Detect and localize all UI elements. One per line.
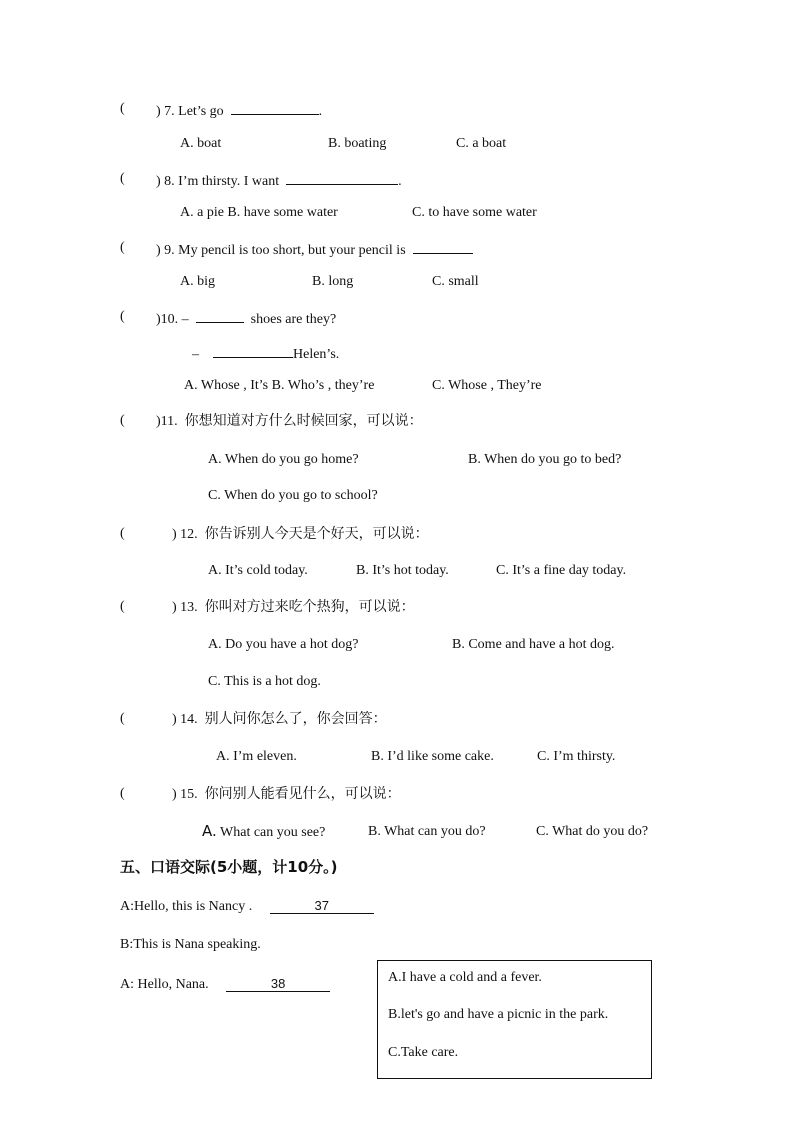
answer-blank[interactable] <box>196 308 244 323</box>
box-option-c: C.Take care. <box>388 1045 459 1060</box>
answer-paren[interactable]: ( <box>120 786 125 801</box>
option-c: C. What do you do? <box>536 824 649 839</box>
answer-paren[interactable]: ( <box>120 240 125 255</box>
question-10: )10. – shoes are they? <box>156 308 336 329</box>
option-b: B. I’d like some cake. <box>371 749 494 764</box>
answer-paren[interactable]: ( <box>120 599 125 614</box>
answer-paren[interactable]: ( <box>120 171 125 186</box>
option-a: A. When do you go home? <box>208 452 359 467</box>
dialogue-line: B:This is Nana speaking. <box>120 937 261 952</box>
option-c: C. When do you go to school? <box>208 488 378 503</box>
question-8: ) 8. I’m thirsty. I want . <box>156 170 402 191</box>
answer-blank[interactable] <box>231 100 319 115</box>
option-b: B. boating <box>328 136 387 151</box>
question-13: ) 13. 你叫对方过来吃个热狗，可以说： <box>172 599 415 615</box>
option-a: A. boat <box>180 136 222 151</box>
option-b: B. What can you do? <box>368 824 486 839</box>
options-box <box>377 960 652 1079</box>
option-a: A. I’m eleven. <box>216 749 297 764</box>
option-b: B. It’s hot today. <box>356 563 449 578</box>
option-c: C. a boat <box>456 136 507 151</box>
answer-paren[interactable]: ( <box>120 101 125 116</box>
question-11: )11. 你想知道对方什么时候回家，可以说： <box>156 413 423 429</box>
answer-paren[interactable]: ( <box>120 526 125 541</box>
answer-blank[interactable]: 38 <box>226 977 330 992</box>
answer-paren[interactable]: ( <box>120 309 125 324</box>
box-option-b: B.let's go and have a picnic in the park. <box>388 1007 609 1022</box>
option-c: C. It’s a fine day today. <box>496 563 627 578</box>
option-b: B. When do you go to bed? <box>468 452 622 467</box>
option-a: A. big <box>180 274 215 289</box>
answer-paren[interactable]: ( <box>120 711 125 726</box>
option-c: C. to have some water <box>412 205 537 220</box>
dialogue-line: A:Hello, this is Nancy . 37 <box>120 898 374 916</box>
question-14: ) 14. 别人问你怎么了，你会回答： <box>172 711 387 727</box>
option-ab: A. Whose , It’s B. Who’s , they’re <box>184 378 375 393</box>
option-c: C. This is a hot dog. <box>208 674 321 689</box>
answer-paren[interactable]: ( <box>120 413 125 428</box>
option-b: B. Come and have a hot dog. <box>452 637 615 652</box>
question-15: ) 15. 你问别人能看见什么，可以说： <box>172 786 401 802</box>
option-a: A. It’s cold today. <box>208 563 308 578</box>
answer-blank[interactable] <box>413 239 473 254</box>
option-a: A. Do you have a hot dog? <box>208 637 359 652</box>
question-7: ) 7. Let’s go . <box>156 100 322 121</box>
question-10-line2: – Helen’s. <box>192 343 339 364</box>
answer-blank[interactable] <box>213 343 293 358</box>
section-heading: 五、口语交际(5小题，计10分。) <box>120 858 338 876</box>
option-a: A. What can you see? <box>202 822 326 840</box>
answer-blank[interactable] <box>286 170 398 185</box>
option-c: C. small <box>432 274 479 289</box>
box-option-a: A.I have a cold and a fever. <box>388 970 542 985</box>
option-a: A. a pie B. have some water <box>180 205 338 220</box>
answer-blank[interactable]: 37 <box>270 899 374 914</box>
option-c: C. Whose , They’re <box>432 378 542 393</box>
dialogue-line: A: Hello, Nana. 38 <box>120 976 330 994</box>
question-12: ) 12. 你告诉别人今天是个好天，可以说： <box>172 526 429 542</box>
option-c: C. I’m thirsty. <box>537 749 616 764</box>
option-b: B. long <box>312 274 354 289</box>
question-9: ) 9. My pencil is too short, but your pencil is <box>156 239 473 260</box>
